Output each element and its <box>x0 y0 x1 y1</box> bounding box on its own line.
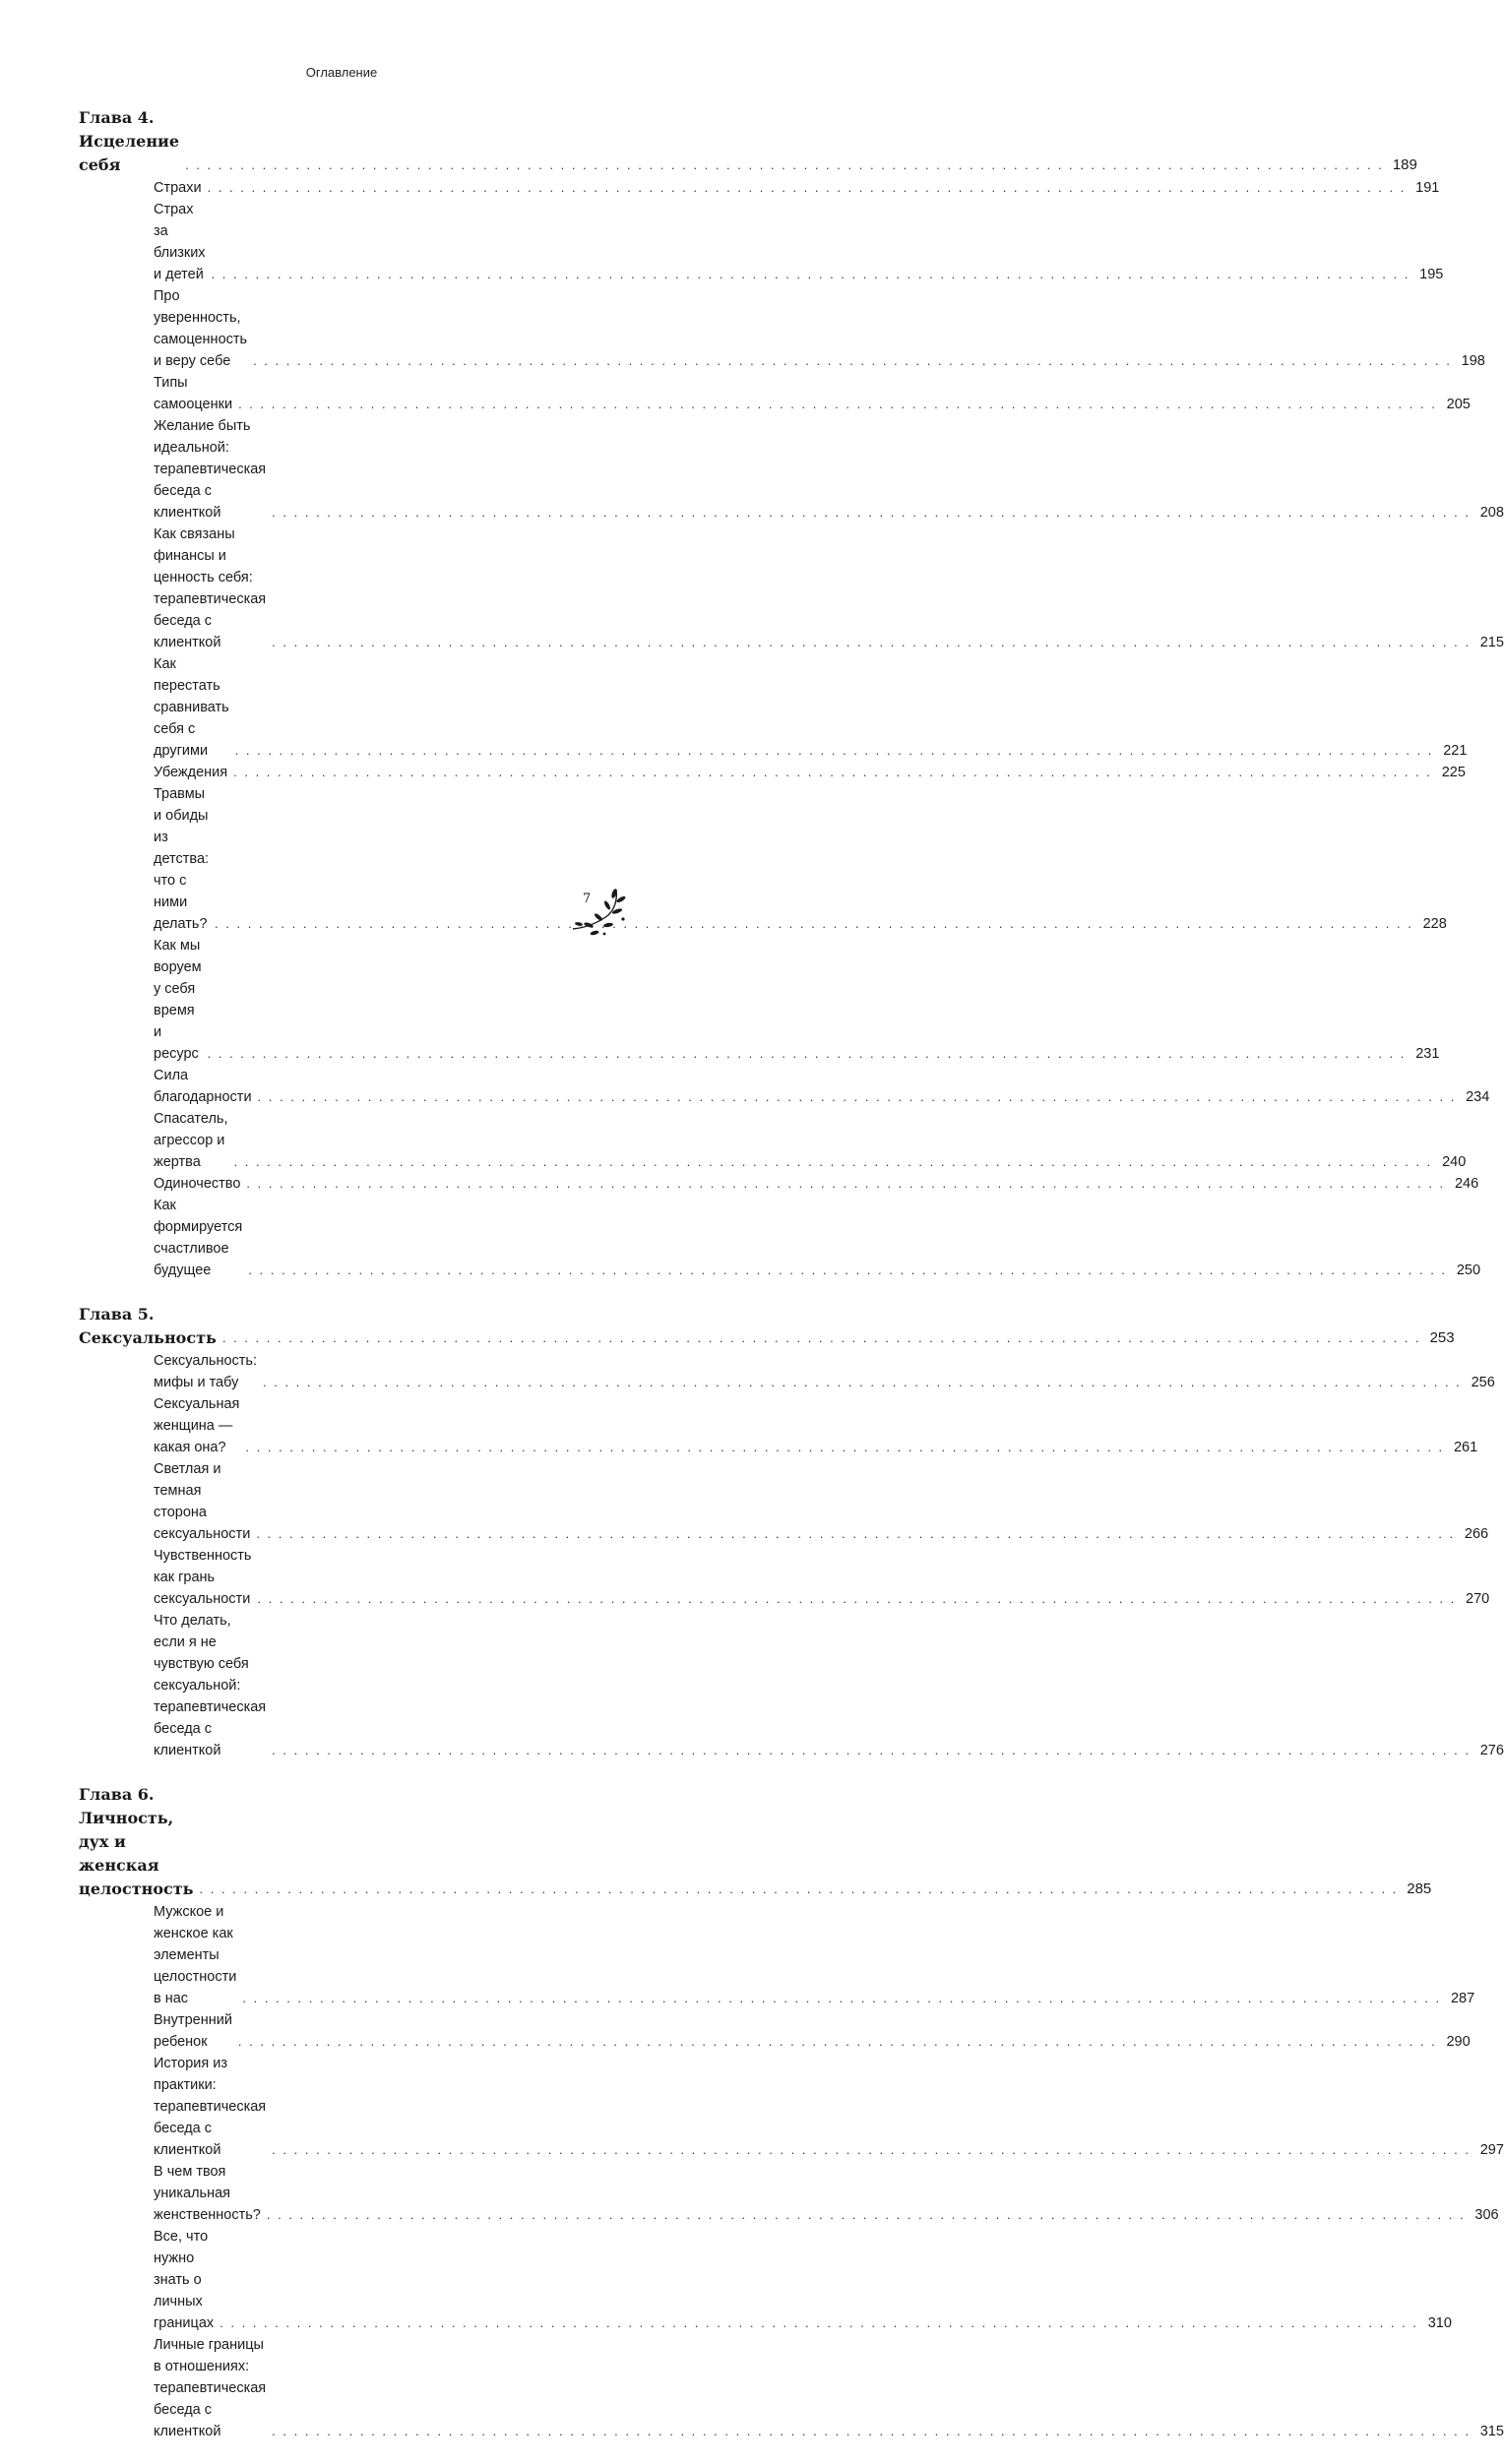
entry-title: История из практики: терапевтическая беседа с клиенткой <box>154 2056 267 2158</box>
toc-entry[interactable] <box>79 1065 1490 1108</box>
entry-title: Страх за близких и детей <box>154 202 206 282</box>
toc-entry[interactable] <box>79 199 1444 285</box>
entry-title: Мужское и женское как элементы целостности в нас <box>154 1904 237 2006</box>
toc-entry[interactable] <box>79 762 1466 783</box>
entry-title: Желание быть идеальной: терапевтическая беседа с клиенткой <box>154 418 267 521</box>
entry-title: Травмы и обиды из детства: что с ними делать? <box>154 786 210 932</box>
leader-dots <box>272 1740 1471 1761</box>
chapter <box>79 106 1504 1281</box>
entry-page: 228 <box>1422 916 1447 932</box>
toc-entry[interactable] <box>79 1545 1490 1610</box>
toc-entry[interactable] <box>79 285 1485 372</box>
running-head: Оглавление <box>305 65 378 80</box>
entry-title: Личные границы в отношениях: терапевтическая беседа с клиенткой <box>154 2337 267 2439</box>
chapter-title: Глава 4. Исцеление себя <box>79 108 180 174</box>
toc-entry[interactable] <box>79 1108 1467 1173</box>
entry-title: Как связаны финансы и ценность себя: терапевтическая беседа с клиенткой <box>154 526 267 650</box>
entry-page: 310 <box>1427 2315 1452 2331</box>
toc-entry[interactable] <box>79 1350 1495 1393</box>
toc-entry[interactable] <box>79 1458 1489 1545</box>
leader-dots <box>272 502 1471 524</box>
entry-page: 195 <box>1419 267 1444 282</box>
toc-entry[interactable] <box>79 935 1440 1065</box>
leader-dots <box>219 2312 1418 2334</box>
entry-page: 261 <box>1453 1440 1478 1455</box>
entry-title: Внутренний ребенок <box>154 2012 232 2050</box>
entry-page: 290 <box>1446 2034 1471 2050</box>
leader-dots <box>272 2421 1471 2442</box>
leader-dots <box>245 1437 1444 1458</box>
leader-dots <box>253 350 1452 372</box>
entry-title: Чувственность как грань сексуальности <box>154 1548 252 1607</box>
toc-entry[interactable] <box>79 177 1440 199</box>
entry-page: 231 <box>1415 1046 1440 1062</box>
leader-dots <box>234 1151 1433 1173</box>
entry-page: 297 <box>1479 2142 1504 2158</box>
leader-dots <box>235 740 1434 762</box>
entry-title: Убеждения <box>154 765 228 780</box>
entry-title: Как формируется счастливое будущее <box>154 1198 243 1278</box>
entry-page: 191 <box>1415 180 1440 196</box>
leader-dots <box>248 1260 1447 1281</box>
toc-entry[interactable] <box>79 1195 1481 1281</box>
leader-dots <box>212 264 1410 285</box>
entry-title: Что делать, если я не чувствую себя сексуальной: терапевтическая беседа с клиенткой <box>154 1613 267 1758</box>
entry-title: Страхи <box>154 180 202 196</box>
leader-dots <box>258 1086 1457 1108</box>
toc-entry[interactable] <box>79 524 1504 653</box>
toc-entry[interactable] <box>79 2334 1504 2442</box>
chapter-heading-row[interactable] <box>79 1783 1432 1901</box>
chapter-page: 189 <box>1392 156 1417 173</box>
entry-title: Про уверенность, самоценность и веру себе <box>154 288 248 369</box>
leader-dots <box>272 2139 1471 2161</box>
chapter-heading-row[interactable] <box>79 106 1417 177</box>
toc-entry[interactable] <box>79 2161 1499 2226</box>
entry-title: Как мы воруем у себя время и ресурс <box>154 938 202 1062</box>
leader-dots <box>200 1878 1399 1901</box>
entry-page: 315 <box>1479 2424 1504 2439</box>
leader-dots <box>185 154 1384 177</box>
toc-entry[interactable] <box>79 1393 1478 1458</box>
leader-dots <box>272 632 1471 653</box>
leader-dots <box>233 762 1432 783</box>
leader-dots <box>242 1988 1441 2009</box>
toc-entry[interactable] <box>79 2009 1471 2053</box>
leader-dots <box>215 913 1413 935</box>
entry-title: Типы самооценки <box>154 375 233 412</box>
toc-entry[interactable] <box>79 1901 1475 2009</box>
entry-page: 221 <box>1443 743 1468 759</box>
toc-entry[interactable] <box>79 2226 1452 2334</box>
entry-page: 250 <box>1456 1263 1481 1278</box>
leader-dots <box>267 2204 1466 2226</box>
entry-page: 246 <box>1454 1176 1479 1192</box>
entry-page: 205 <box>1446 397 1471 412</box>
entry-page: 240 <box>1442 1154 1467 1170</box>
entry-page: 198 <box>1461 353 1485 369</box>
entry-page: 287 <box>1450 1991 1475 2006</box>
entry-page: 306 <box>1474 2207 1499 2223</box>
chapter <box>79 1783 1504 2442</box>
entry-title: Сила благодарности <box>154 1068 252 1105</box>
toc-entry[interactable] <box>79 783 1447 935</box>
entry-page: 266 <box>1464 1526 1489 1542</box>
leader-dots <box>208 177 1407 199</box>
entry-page: 215 <box>1479 635 1504 650</box>
toc-entry[interactable] <box>79 1610 1504 1761</box>
leaf-branch-icon <box>569 882 628 941</box>
page-number: 7 <box>583 892 592 906</box>
entry-page: 270 <box>1466 1591 1490 1607</box>
leader-dots <box>246 1173 1445 1195</box>
chapter-title: Глава 5. Сексуальность <box>79 1305 217 1347</box>
leader-dots <box>222 1326 1421 1350</box>
entry-page: 225 <box>1441 765 1466 780</box>
entry-page: 256 <box>1471 1375 1495 1390</box>
entry-page: 234 <box>1466 1089 1490 1105</box>
entry-page: 276 <box>1479 1743 1504 1758</box>
table-of-contents <box>79 106 1504 2464</box>
toc-entry[interactable] <box>79 653 1468 762</box>
toc-entry[interactable] <box>79 1173 1479 1195</box>
leader-dots <box>238 2031 1437 2053</box>
chapter-heading-row[interactable] <box>79 1303 1455 1350</box>
entry-title: Светлая и темная сторона сексуальности <box>154 1461 251 1542</box>
toc-entry[interactable] <box>79 415 1504 524</box>
entry-page: 208 <box>1479 505 1504 521</box>
chapter-page: 285 <box>1407 1880 1432 1897</box>
chapter-title: Глава 6. Личность, дух и женская целостность <box>79 1785 194 1898</box>
entry-title: Одиночество <box>154 1176 241 1192</box>
leader-dots <box>256 1523 1455 1545</box>
entry-title: Сексуальная женщина — какая она? <box>154 1396 240 1455</box>
entry-title: Спасатель, агрессор и жертва <box>154 1111 228 1170</box>
leader-dots <box>238 394 1437 415</box>
entry-title: Как перестать сравнивать себя с другими <box>154 656 229 759</box>
entry-title: Все, что нужно знать о личных границах <box>154 2229 215 2331</box>
chapter-page: 253 <box>1429 1329 1455 1346</box>
leader-dots <box>263 1372 1462 1393</box>
leader-dots <box>257 1588 1456 1610</box>
entry-title: Сексуальность: мифы и табу <box>154 1353 258 1390</box>
toc-entry[interactable] <box>79 2053 1504 2161</box>
chapter <box>79 1303 1504 1761</box>
toc-entry[interactable] <box>79 372 1471 415</box>
entry-title: В чем твоя уникальная женственность? <box>154 2164 261 2223</box>
leader-dots <box>208 1043 1407 1065</box>
